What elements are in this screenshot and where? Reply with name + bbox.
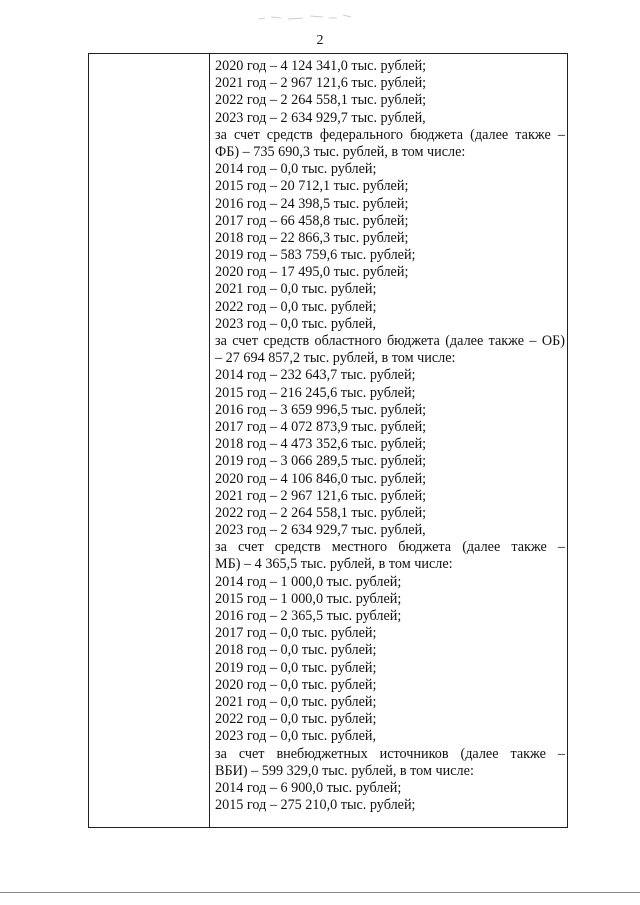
text-line: 2014 год – 6 900,0 тыс. рублей; [215, 779, 402, 796]
text-line: 2021 год – 2 967 121,6 тыс. рублей; [215, 75, 427, 92]
text-line: 2019 год – 583 759,6 тыс. рублей; [215, 247, 416, 264]
text-line: 2018 год – 22 866,3 тыс. рублей; [215, 229, 409, 246]
text-line: – 27 694 857,2 тыс. рублей, в том числе: [215, 350, 456, 367]
document-table [88, 53, 568, 828]
text-line: 2015 год – 216 245,6 тыс. рублей; [215, 384, 416, 401]
text-line: 2020 год – 17 495,0 тыс. рублей; [215, 264, 409, 281]
page-bottom-rule [0, 892, 640, 893]
text-line: 2019 год – 3 066 289,5 тыс. рублей; [215, 453, 427, 470]
text-line: 2017 год – 0,0 тыс. рублей; [215, 625, 377, 642]
text-line: 2022 год – 2 264 558,1 тыс. рублей; [215, 504, 427, 521]
text-line: за счет средств местного бюджета (далее также – [215, 539, 565, 556]
text-line: 2022 год – 2 264 558,1 тыс. рублей; [215, 92, 427, 109]
text-line: 2019 год – 0,0 тыс. рублей; [215, 659, 377, 676]
text-line: 2021 год – 0,0 тыс. рублей; [215, 281, 377, 298]
text-line: МБ) – 4 365,5 тыс. рублей, в том числе: [215, 556, 453, 573]
text-line: за счет средств федерального бюджета (далее также – [215, 126, 565, 143]
text-line: 2020 год – 0,0 тыс. рублей; [215, 676, 377, 693]
text-line: 2022 год – 0,0 тыс. рублей; [215, 298, 377, 315]
text-line: 2015 год – 275 210,0 тыс. рублей; [215, 797, 416, 814]
text-line: 2020 год – 4 124 341,0 тыс. рублей; [215, 58, 427, 74]
text-line: 2016 год – 3 659 996,5 тыс. рублей; [215, 401, 427, 418]
text-line: 2023 год – 0,0 тыс. рублей, [215, 315, 377, 332]
text-line: 2018 год – 0,0 тыс. рублей; [215, 642, 377, 659]
text-line: 2021 год – 0,0 тыс. рублей; [215, 693, 377, 710]
text-line: 2022 год – 0,0 тыс. рублей; [215, 711, 377, 728]
text-line: 2014 год – 232 643,7 тыс. рублей; [215, 367, 416, 384]
page-number: 2 [316, 33, 324, 48]
text-line: 2017 год – 66 458,8 тыс. рублей; [215, 212, 409, 229]
text-line: 2020 год – 4 106 846,0 тыс. рублей; [215, 470, 427, 487]
text-line: 2015 год – 1 000,0 тыс. рублей; [215, 590, 402, 607]
text-line: 2015 год – 20 712,1 тыс. рублей; [215, 178, 409, 195]
text-line: 2017 год – 4 072 873,9 тыс. рублей; [215, 418, 427, 435]
table-text-cell [215, 58, 565, 814]
text-line: 2023 год – 0,0 тыс. рублей, [215, 728, 377, 745]
scan-noise [255, 10, 375, 24]
text-line: 2021 год – 2 967 121,6 тыс. рублей; [215, 487, 427, 504]
text-line: за счет внебюджетных источников (далее также – [215, 745, 565, 762]
text-line: 2014 год – 1 000,0 тыс. рублей; [215, 573, 402, 590]
text-line: 2016 год – 2 365,5 тыс. рублей; [215, 608, 402, 624]
text-line: ВБИ) – 599 329,0 тыс. рублей, в том числе: [215, 762, 474, 779]
table-label-cell [89, 54, 210, 827]
text-line: ФБ) – 735 690,3 тыс. рублей, в том числе: [215, 143, 466, 160]
text-line: 2023 год – 2 634 929,7 тыс. рублей, [215, 109, 426, 126]
text-line: 2023 год – 2 634 929,7 тыс. рублей, [215, 522, 426, 539]
text-line: за счет средств областного бюджета (далее также – ОБ) [215, 333, 565, 349]
text-line: 2016 год – 24 398,5 тыс. рублей; [215, 195, 409, 212]
text-line: 2014 год – 0,0 тыс. рублей; [215, 161, 377, 178]
text-line: 2018 год – 4 473 352,6 тыс. рублей; [215, 436, 427, 453]
